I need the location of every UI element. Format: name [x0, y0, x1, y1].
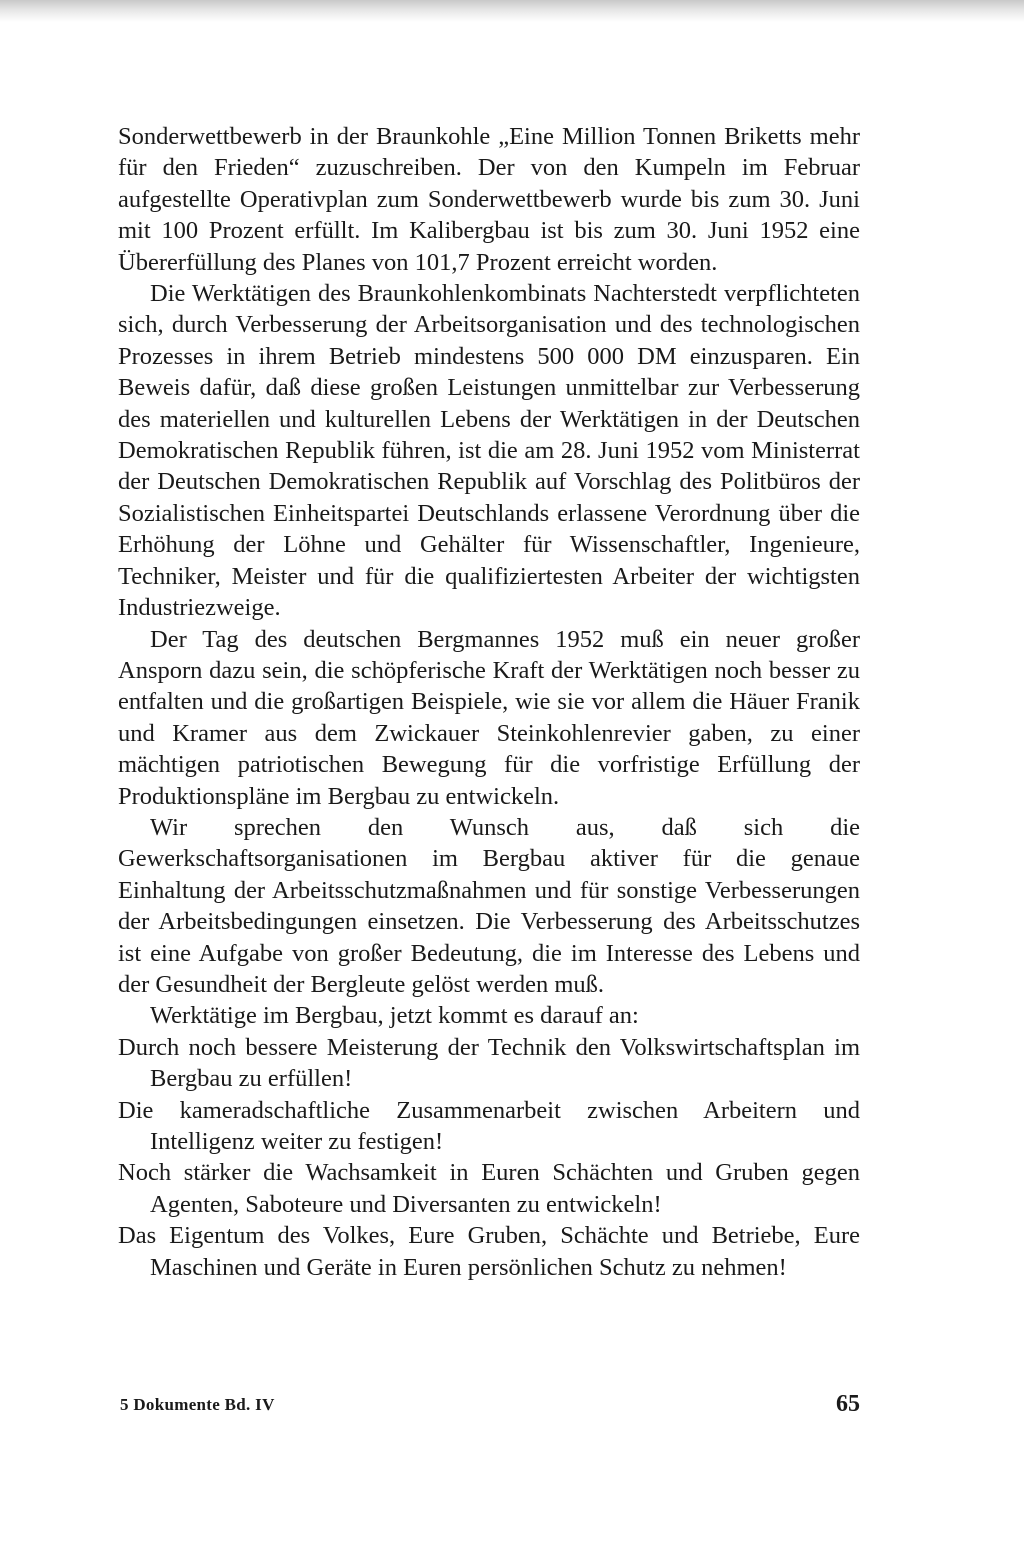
page-number: 65 — [836, 1391, 860, 1417]
paragraph-3: Der Tag des deutschen Bergmannes 1952 muß ein neuer großer Ansporn dazu sein, die schöpferische Kraft der Werktätigen noch besser zu entfalten und die großartigen Beispiele, wie sie vor allem die Häuer Franik und Kramer aus dem Zwickauer Steinkohlenrevier gaben, zu einer mächtigen patriotischen Bewegung für die vorfristige Erfüllung der Produktionspläne im Bergbau zu entwickeln. — [118, 625, 860, 810]
appeal-3: Noch stärker die Wachsamkeit in Euren Schächten und Gruben gegen Agenten, Saboteure und Diversanten zu entwickeln! — [118, 1159, 860, 1218]
appeal-4: Das Eigentum des Volkes, Eure Gruben, Schächte und Betriebe, Eure Maschinen und Geräte in Euren persönlichen Schutz zu nehmen! — [118, 1222, 860, 1281]
paragraph-4: Wir sprechen den Wunsch aus, daß sich die Gewerkschaftsorganisationen im Bergbau aktiver für die genaue Einhaltung der Arbeitsschutzmaßnahmen und für sonstige Verbesserungen der Arbeitsbedingungen einsetzen. Die Verbesserung des Arbeitsschutzes ist eine Aufgabe von großer Bedeutung, die im Interesse des Lebens und der Gesundheit der Bergleute gelöst werden muß. — [118, 813, 860, 998]
paragraph-5: Werktätige im Bergbau, jetzt kommt es darauf an: — [150, 1002, 639, 1030]
printer-signature: 5 Dokumente Bd. IV — [120, 1395, 275, 1414]
scan-top-edge — [0, 0, 1024, 22]
appeal-1: Durch noch bessere Meisterung der Technik den Volkswirtschaftsplan im Bergbau zu erfüllen! — [118, 1033, 860, 1093]
paragraph-1: Sonderwettbewerb in der Braunkohle „Eine Million Tonnen Briketts mehr für den Frieden“ zuzuschreiben. Der von den Kumpeln im Februar aufgestellte Operativplan zum Sonderwettbewerb wurde bis zum 30. Juni mit 100 Prozent erfüllt. Im Kalibergbau ist bis zum 30. Juni 1952 eine Übererfüllung des Planes von 101,7 Prozent erreicht worden. — [118, 123, 860, 276]
appeal-2: Die kameradschaftliche Zusammenarbeit zwischen Arbeitern und Intelligenz weiter zu festigen! — [118, 1096, 860, 1155]
paragraph-2: Die Werktätigen des Braunkohlenkombinats Nachterstedt verpflichteten sich, durch Verbesserung der Arbeitsorganisation und des technologischen Prozesses in ihrem Betrieb mindestens 500 000 DM einzusparen. Ein Beweis dafür, daß diese großen Leistungen unmittelbar zur Verbesserung des materiellen und kulturellen Lebens der Werktätigen in der Deutschen Demokratischen Republik führen, ist die am 28. Juni 1952 vom Ministerrat der Deutschen Demokratischen Republik auf Vorschlag des Politbüros der Sozialistischen Einheitspartei Deutschlands erlassene Verordnung über die Erhöhung der Löhne und Gehälter für Wissenschaftler, Ingenieure, Techniker, Meister und für die qualifiziertesten Arbeiter der wichtigsten Industriezweige. — [118, 280, 860, 622]
page-body — [118, 121, 860, 1283]
page-footer — [120, 1391, 860, 1425]
